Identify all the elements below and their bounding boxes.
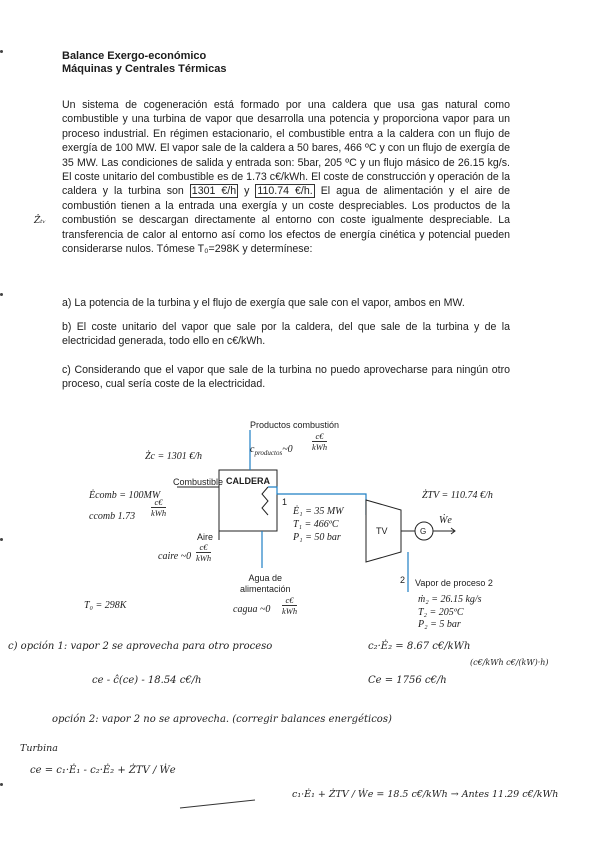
question-c: c) Considerando que el vapor que sale de la turbina no puedo aprovecharse para ningún otro proceso, cual sería coste de la electricidad. [62, 364, 510, 391]
zc-label: Żc = 1301 €/h [145, 451, 203, 462]
note-ce-formula: ce = c₁·Ė₁ - c₂·Ė₂ + ŻTV / Ẇe [30, 765, 176, 776]
punch-mark [0, 50, 3, 53]
node-2-label: 2 [400, 575, 406, 585]
statement-part-2: El agua de alimentación y el aire de combustión tienen a la entrada una exergía y un coste despreciables. Los productos de la combustión se descargan directamente al entorno con coste igualmente despreciable. La transferencia de calor al entorno así como los efectos de energía cinética y potencial pueden considerarse nulos. Tómese T₀=298K y determínese: [62, 185, 510, 256]
turbine-label: TV [376, 526, 388, 536]
question-b: b) El coste unitario del vapor que sale por la caldera, del que sale de la turbina y de la electricidad generada, todo ello en c€/kWh. [62, 321, 510, 348]
generator-label: G [420, 527, 427, 536]
vapor-proceso-label: Vapor de proceso 2 [415, 578, 493, 588]
caldera-label: CALDERA [226, 476, 270, 486]
note-units: (c€/kWh c€/(kW)·h) [470, 658, 549, 667]
coil [262, 487, 268, 515]
ccomb-label: ccomb 1.73 [89, 511, 136, 522]
e1-label: Ė₁ = 35 MW [293, 506, 344, 517]
unit-agua: c€ kWh [282, 595, 298, 616]
ecomb-label: Ėcomb = 100MW [89, 490, 161, 501]
p2-label: P₂ = 5 bar [418, 619, 461, 630]
punch-mark [0, 538, 3, 541]
c-productos: $c_{productos}\sim 0$ [250, 444, 293, 457]
m2-label: ṁ₂ = 26.15 kg/s [418, 594, 482, 605]
punch-mark [0, 293, 3, 296]
punch-mark [0, 783, 3, 786]
ztv-label: ŻTV = 110.74 €/h [422, 490, 493, 501]
aire-label: Aire [197, 532, 214, 542]
t0-label: T₀ = 298K [84, 600, 127, 611]
we-label: Ẇe [439, 515, 452, 526]
note-option-1: c) opción 1: vapor 2 se aprovecha para otro proceso [8, 641, 273, 652]
unit-productos: c€ kWh [312, 431, 328, 452]
note-result: c₁·Ė₁ + ŻTV / Ẇe = 18.5 c€/kWh → Antes 11.29 c€/kWh [292, 789, 559, 800]
p1-label: P₁ = 50 bar [293, 532, 341, 543]
unit-comb: c€ kWh [151, 497, 167, 518]
unit-aire: c€ kWh [196, 542, 212, 563]
statement-part-1: Un sistema de cogeneración está formado por una caldera que usa gas natural como combustible y una turbina de vapor que desarrolla una potencia y proporciona vapor para un proceso industrial. En régimen estacionario, el combustible entra a la caldera con un flujo de exergía de 100 MW. El vapor sale de la caldera a 50 bares, 466 ºC y con un flujo de exergía de 35 MW. Las condiciones de salida y entrada son: 5bar, 205 ºC y un flujo másico de 26.15 kg/s. El coste unitario del combustible es de 1.73 c€/kWh. El coste de construcción y operación de la caldera y la turbina son [62, 99, 510, 198]
t1-label: T₁ = 466ºC [293, 519, 339, 530]
margin-note: Ẑₜᵥ [34, 216, 46, 226]
note-turbina: Turbina [20, 743, 58, 754]
note-c2-value: c₂·Ė₂ = 8.67 c€/kWh [368, 641, 471, 652]
products-label: Productos combustión [250, 420, 340, 430]
boxed-cost-turbina: 110.74 €/h. [257, 185, 313, 198]
question-a: a) La potencia de la turbina y el flujo de exergía que sale con el vapor, ambos en MW. [62, 297, 465, 309]
c-agua: cagua ~0 [233, 604, 271, 615]
strike-line [180, 800, 255, 808]
boxed-cost-caldera: 1301 €/h [191, 185, 237, 198]
note-ce-line: ce - ĉ(ce) - 18.54 c€/h [92, 675, 202, 686]
t2-label: T₂ = 205ºC [418, 607, 464, 618]
note-ce-value: Ce = 1756 c€/h [368, 675, 447, 686]
title-line-1: Balance Exergo-económico [62, 50, 207, 62]
combustible-label: Combustible [173, 477, 224, 487]
statement-y: y [238, 185, 256, 198]
note-option-2: opción 2: vapor 2 no se aprovecha. (corregir balances energéticos) [52, 714, 392, 725]
title-line-2: Máquinas y Centrales Térmicas [62, 63, 227, 75]
node-1-label: 1 [282, 497, 288, 507]
agua-label: Agua de alimentación [240, 573, 291, 594]
c-aire: caire ~0 [158, 551, 192, 562]
